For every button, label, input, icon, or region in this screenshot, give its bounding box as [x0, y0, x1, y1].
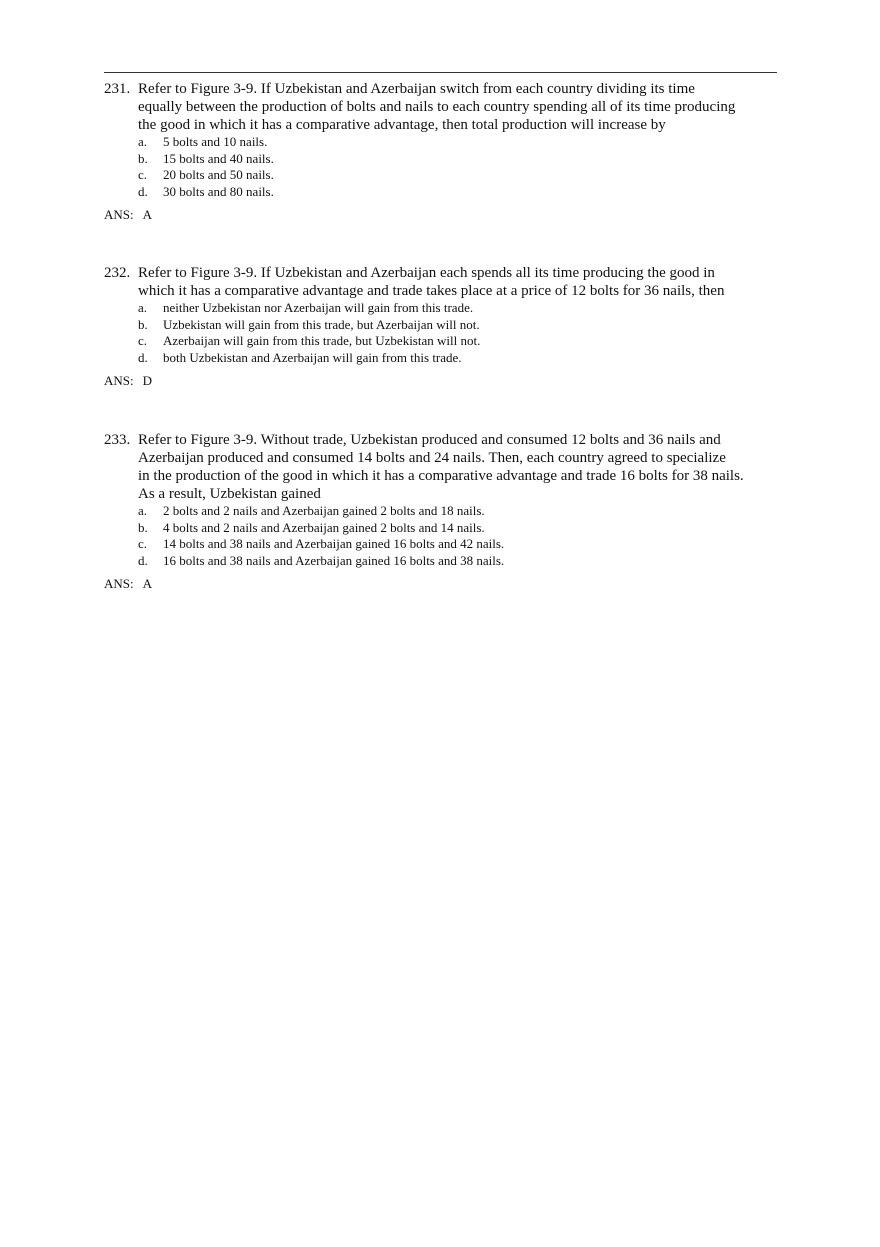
stem-line: in the production of the good in which it has a comparative advantage and trade 16 bolts for 38 nails. [138, 468, 744, 484]
question-number: 231. [104, 81, 131, 97]
option-d [104, 184, 784, 201]
option-a [104, 300, 784, 317]
option-text: 2 bolts and 2 nails and Azerbaijan gained 2 bolts and 18 nails. [163, 503, 485, 518]
option-c [104, 536, 784, 553]
option-letter: a. [138, 300, 148, 315]
stem-line: Refer to Figure 3-9. If Uzbekistan and Azerbaijan switch from each country dividing its time [138, 81, 695, 97]
answer-value: A [142, 576, 153, 591]
option-text: 4 bolts and 2 nails and Azerbaijan gained 2 bolts and 14 nails. [163, 519, 485, 535]
stem-line: As a result, Uzbekistan gained [138, 486, 321, 502]
option-d [104, 350, 784, 367]
option-text: Azerbaijan will gain from this trade, but Uzbekistan will not. [163, 333, 481, 348]
option-text: 5 bolts and 10 nails. [163, 134, 268, 149]
option-c [104, 167, 784, 184]
option-letter: d. [138, 349, 148, 365]
answer-line [104, 576, 784, 592]
answer-options [104, 503, 784, 569]
option-letter: d. [138, 552, 148, 568]
header-rule [104, 72, 777, 73]
stem-line: which it has a comparative advantage and trade takes place at a price of 12 bolts for 36 nails, then [138, 283, 725, 299]
option-letter: c. [138, 333, 148, 348]
question-number: 232. [104, 265, 131, 281]
stem-line: equally between the production of bolts and nails to each country spending all of its time producing [138, 99, 736, 115]
option-letter: d. [138, 183, 148, 199]
option-letter: c. [138, 536, 148, 551]
question-stem [104, 431, 784, 503]
answer-options [104, 134, 784, 200]
option-text: 20 bolts and 50 nails. [163, 167, 274, 182]
option-text: 15 bolts and 40 nails. [163, 150, 274, 166]
question-stem [104, 80, 784, 134]
answer-options [104, 300, 784, 366]
answer-value: D [142, 373, 153, 388]
option-text: 14 bolts and 38 nails and Azerbaijan gained 16 bolts and 42 nails. [163, 536, 505, 551]
option-a [104, 134, 784, 151]
answer-line [104, 373, 784, 389]
option-text: 30 bolts and 80 nails. [163, 183, 274, 199]
option-text: neither Uzbekistan nor Azerbaijan will gain from this trade. [163, 300, 474, 315]
question-stem [104, 264, 784, 300]
option-text: Uzbekistan will gain from this trade, but Azerbaijan will not. [163, 316, 480, 332]
question-233 [104, 431, 784, 592]
option-letter: b. [138, 519, 148, 535]
stem-line: Refer to Figure 3-9. Without trade, Uzbekistan produced and consumed 12 bolts and 36 nails and [138, 432, 721, 448]
option-b [104, 317, 784, 334]
answer-label: ANS: [104, 373, 134, 388]
option-a [104, 503, 784, 520]
stem-line: the good in which it has a comparative advantage, then total production will increase by [138, 117, 666, 133]
option-b [104, 520, 784, 537]
option-text: both Uzbekistan and Azerbaijan will gain from this trade. [163, 349, 462, 365]
option-letter: a. [138, 503, 148, 518]
answer-label: ANS: [104, 207, 134, 222]
option-letter: c. [138, 167, 148, 182]
option-d [104, 553, 784, 570]
option-c [104, 333, 784, 350]
question-number: 233. [104, 432, 131, 448]
option-letter: b. [138, 316, 148, 332]
question-232 [104, 264, 784, 389]
option-text: 16 bolts and 38 nails and Azerbaijan gained 16 bolts and 38 nails. [163, 552, 505, 568]
answer-label: ANS: [104, 576, 134, 591]
option-letter: b. [138, 150, 148, 166]
answer-value: A [142, 207, 153, 222]
question-231 [104, 80, 784, 223]
option-b [104, 151, 784, 168]
option-letter: a. [138, 134, 148, 149]
stem-line: Refer to Figure 3-9. If Uzbekistan and Azerbaijan each spends all its time producing the good in [138, 265, 715, 281]
stem-line: Azerbaijan produced and consumed 14 bolts and 24 nails. Then, each country agreed to specialize [138, 450, 726, 466]
answer-line [104, 207, 784, 223]
